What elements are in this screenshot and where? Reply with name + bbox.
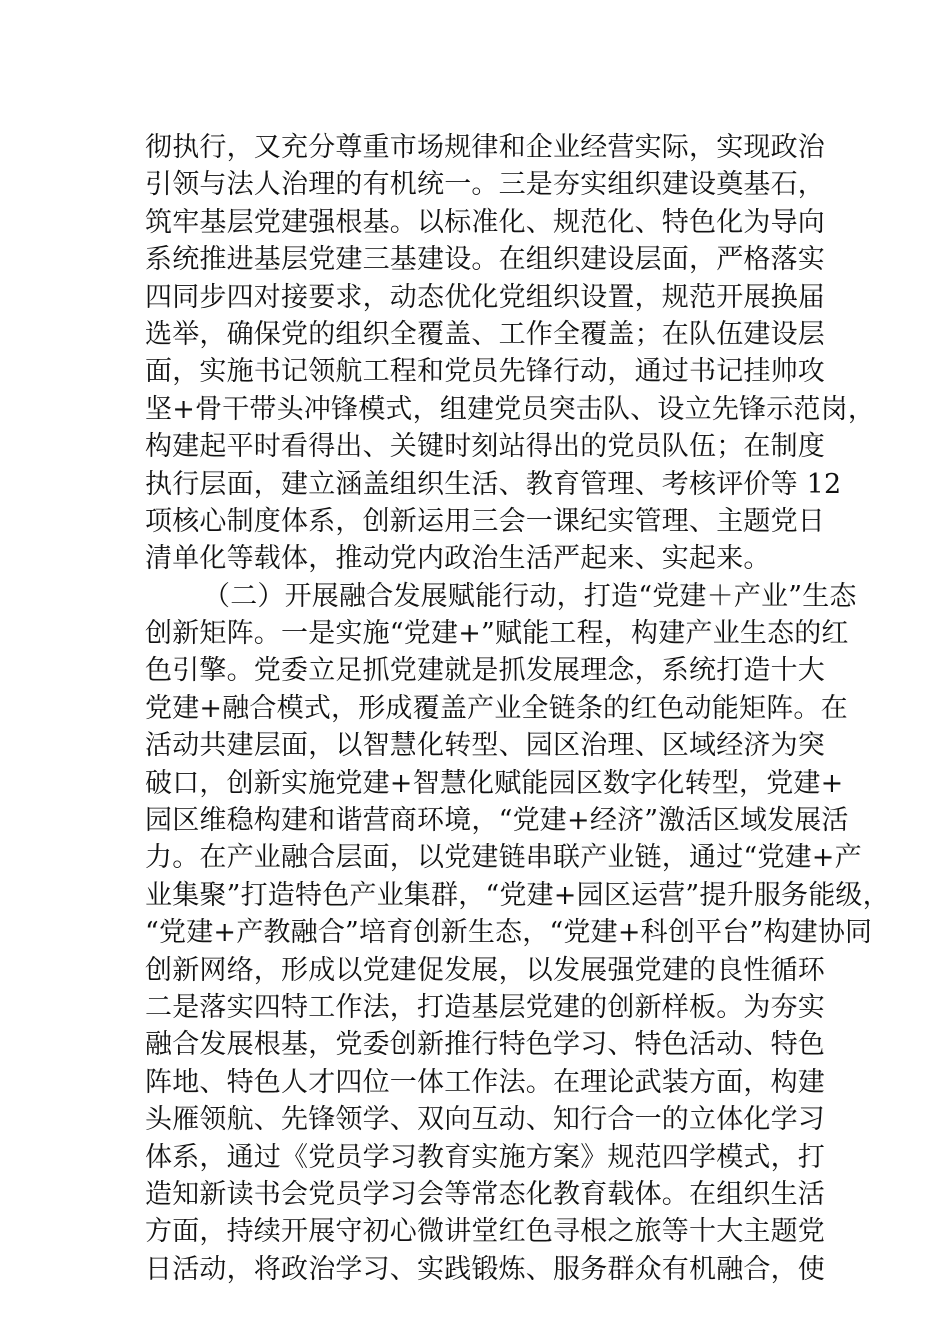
text-line: 四同步四对接要求，动态优化党组织设置，规范开展换届: [145, 281, 825, 313]
section-heading-line: （二）开展融合发展赋能行动，打造“党建＋产业”生态: [203, 580, 857, 612]
body-text: [145, 129, 890, 1288]
text-line: 造知新读书会党员学习会等常态化教育载体。在组织生活: [145, 1178, 825, 1210]
text-line: 破口，创新实施党建+智慧化赋能园区数字化转型，党建+: [145, 767, 844, 799]
text-line: 执行层面，建立涵盖组织生活、教育管理、考核评价等 12: [145, 468, 842, 500]
text-line: 彻执行，又充分尊重市场规律和企业经营实际，实现政治: [145, 132, 825, 163]
text-line: 面，实施书记领航工程和党员先锋行动，通过书记挂帅攻: [145, 356, 825, 388]
text-line: 体系，通过《党员学习教育实施方案》规范四学模式，打: [145, 1141, 825, 1173]
text-line: 方面，持续开展守初心微讲堂红色寻根之旅等十大主题党: [145, 1216, 825, 1248]
text-line: 党建+融合模式，形成覆盖产业全链条的红色动能矩阵。在: [145, 692, 848, 724]
text-line: 阵地、特色人才四位一体工作法。在理论武装方面，构建: [145, 1066, 825, 1098]
text-line: 引领与法人治理的有机统一。三是夯实组织建设奠基石，: [145, 169, 825, 201]
text-line: 创新矩阵。一是实施“党建+”赋能工程，构建产业生态的红: [145, 618, 849, 650]
text-line: 筑牢基层党建强根基。以标准化、规范化、特色化为导向: [145, 206, 825, 238]
text-line: 活动共建层面，以智慧化转型、园区治理、区域经济为突: [145, 730, 825, 762]
text-line: 项核心制度体系，创新运用三会一课纪实管理、主题党日: [145, 505, 825, 537]
text-line: 二是落实四特工作法，打造基层党建的创新样板。为夯实: [145, 991, 825, 1023]
text-line: 选举，确保党的组织全覆盖、工作全覆盖；在队伍建设层: [145, 318, 825, 350]
text-line: 头雁领航、先锋领学、双向互动、知行合一的立体化学习: [145, 1104, 825, 1136]
text-line: 园区维稳构建和谐营商环境，“党建+经济”激活区域发展活: [145, 805, 849, 837]
text-line: 色引擎。党委立足抓党建就是抓发展理念，系统打造十大: [145, 655, 825, 687]
text-line: 坚+骨干带头冲锋模式，组建党员突击队、设立先锋示范岗，: [145, 393, 876, 425]
text-line: 构建起平时看得出、关键时刻站得出的党员队伍；在制度: [145, 431, 825, 463]
text-line: 业集聚”打造特色产业集群，“党建+园区运营”提升服务能级，: [145, 879, 890, 911]
text-line: 力。在产业融合层面，以党建链串联产业链，通过“党建+产: [145, 842, 862, 874]
text-line: 融合发展根基，党委创新推行特色学习、特色活动、特色: [145, 1029, 825, 1061]
text-line: 清单化等载体，推动党内政治生活严起来、实起来。: [145, 543, 771, 575]
text-line: 日活动，将政治学习、实践锻炼、服务群众有机融合，使: [145, 1253, 825, 1285]
text-line: 创新网络，形成以党建促发展，以发展强党建的良性循环: [145, 954, 825, 986]
text-line: “党建+产教融合”培育创新生态，“党建+科创平台”构建协同: [145, 917, 873, 949]
text-line: 系统推进基层党建三基建设。在组织建设层面，严格落实: [145, 244, 825, 276]
